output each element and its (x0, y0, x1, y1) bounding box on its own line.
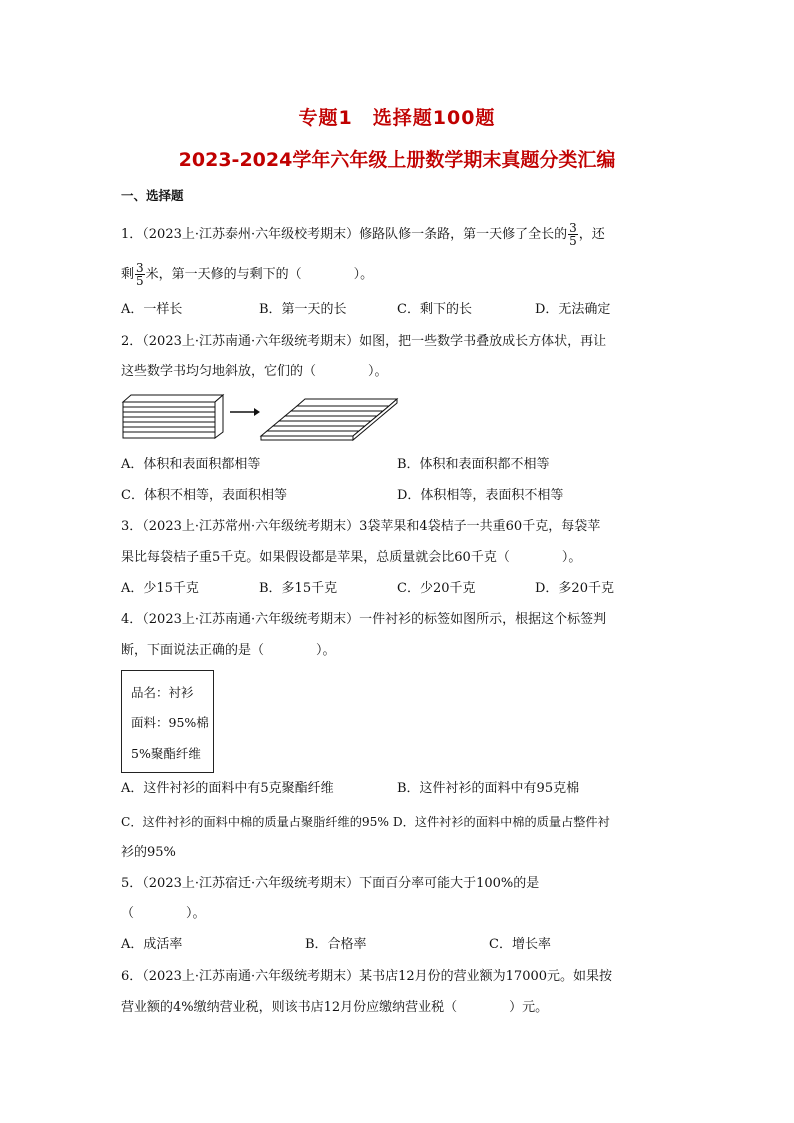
q3-option-c: C．少20千克 (397, 581, 476, 596)
q1-option-b: B．第一天的长 (259, 302, 347, 317)
shirt-label-box (121, 670, 214, 773)
q4-option-b: B．这件衬衫的面料中有95克棉 (397, 781, 580, 796)
q1-text-c: 剩 (121, 267, 135, 282)
q4-option-a: A．这件衬衫的面料中有5克聚酯纤维 (121, 781, 334, 796)
q1-fraction-2: $\frac{3}{5}$ (136, 261, 144, 288)
label-fiber: 5%聚酯纤维 (131, 746, 201, 761)
q1-fraction: $\frac{3}{5}$ (569, 221, 577, 248)
q3-line1: 3．（2023上·江苏常州·六年级统考期末）3袋苹果和4袋桔子一共重60千克，每袋苹 (121, 519, 601, 534)
q2-line1: 2．（2023上·江苏南通·六年级统考期末）如图，把一些数学书叠放成长方体状，再让 (121, 334, 607, 349)
q3-option-d: D．多20千克 (535, 581, 614, 596)
q2-line2: 这些数学书均匀地斜放，它们的（ ）。 (121, 364, 388, 379)
page-subtitle: 2023-2024学年六年级上册数学期末真题分类汇编 (178, 149, 616, 171)
q4-option-cd: C．这件衬衫的面料中棉的质量占聚脂纤维的95% D．这件衬衫的面料中棉的质量占整件衬 (121, 815, 610, 829)
q1-text-a: 1．（2023上·江苏泰州·六年级校考期末）修路队修一条路，第一天修了全长的 (121, 227, 568, 242)
q5-option-a: A．成活率 (121, 937, 183, 952)
q1-line1 (121, 222, 605, 247)
q3-option-b: B．多15千克 (259, 581, 338, 596)
q1-text-d: 米，第一天修的与剩下的（ ）。 (145, 267, 374, 282)
q2-option-c: C．体积不相等，表面积相等 (121, 488, 287, 503)
q6-line2: 营业额的4%缴纳营业税，则该书店12月份应缴纳营业税（ ）元。 (121, 1000, 549, 1015)
stacked-books-figure (118, 390, 408, 442)
q5-option-b: B．合格率 (305, 937, 367, 952)
label-fabric: 面料：95%棉 (131, 715, 209, 730)
q1-option-a: A．一样长 (121, 302, 183, 317)
q2-option-a: A．体积和表面积都相等 (121, 457, 261, 472)
q1-line2 (121, 262, 373, 287)
label-name: 品名：衬衫 (131, 685, 194, 700)
q2-option-d: D．体积相等，表面积不相等 (397, 488, 564, 503)
q3-line2: 果比每袋桔子重5千克。如果假设都是苹果，总质量就会比60千克（ ）。 (121, 550, 582, 565)
q1-text-b: ，还 (578, 227, 605, 242)
q2-option-b: B．体积和表面积都不相等 (397, 457, 550, 472)
q5-line2: （ ）。 (121, 906, 206, 921)
q1-option-c: C．剩下的长 (397, 302, 472, 317)
q3-option-a: A．少15千克 (121, 581, 199, 596)
page-title: 专题1 选择题100题 (298, 107, 496, 129)
q4-line2: 断，下面说法正确的是（ ）。 (121, 643, 336, 658)
section-heading: 一、选择题 (121, 188, 184, 203)
q1-option-d: D．无法确定 (535, 302, 611, 317)
q4-line1: 4．（2023上·江苏南通·六年级统考期末）一件衬衫的标签如图所示，根据这个标签判 (121, 612, 607, 627)
q6-line1: 6．（2023上·江苏南通·六年级统考期末）某书店12月份的营业额为17000元。如果按 (121, 969, 613, 984)
q5-option-c: C．增长率 (489, 937, 551, 952)
q4-option-d-cont: 衫的95% (121, 845, 176, 860)
q5-line1: 5．（2023上·江苏宿迁·六年级统考期末）下面百分率可能大于100%的是 (121, 876, 540, 891)
